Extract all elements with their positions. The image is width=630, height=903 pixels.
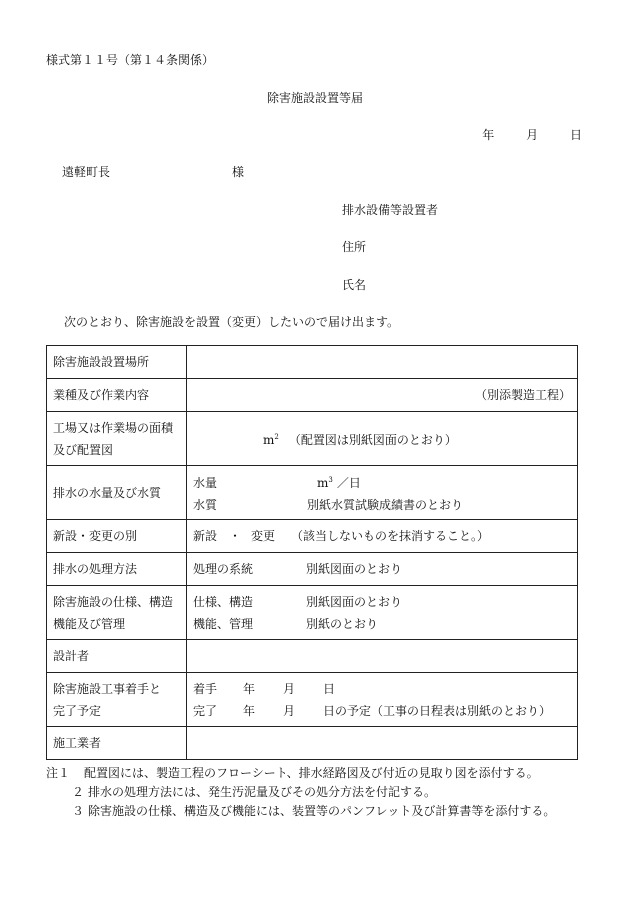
business-field[interactable]: [187, 379, 578, 412]
newchange-note: （該当しないものを抹消すること。）: [291, 529, 490, 543]
note-item: [46, 802, 555, 821]
table-row: [47, 553, 578, 586]
area-unit: m: [263, 433, 275, 447]
name-label: 氏名: [342, 278, 367, 292]
addressee: [62, 163, 244, 180]
document-title: 除害施設設置等届: [266, 91, 363, 105]
statement: 次のとおり、除害施設を設置（変更）したいので届け出ます。: [64, 315, 400, 329]
volume-label: 水量: [193, 476, 218, 490]
schedule-field[interactable]: [187, 673, 578, 727]
table-row: [47, 520, 578, 553]
table-row: [47, 412, 578, 466]
system-value: 別紙図面のとおり: [306, 562, 403, 576]
notes: [46, 764, 555, 821]
quality-value: 別紙水質試験成績書のとおり: [307, 498, 464, 512]
end-label: 完了: [193, 703, 218, 718]
table-row: [47, 640, 578, 673]
business-label: 業種及び作業内容: [47, 379, 187, 412]
date-month: 月: [526, 128, 539, 142]
start-day: 日: [323, 681, 336, 696]
area-label-line1: 工場又は作業場の面積: [53, 420, 174, 435]
table-row: [47, 586, 578, 640]
location-field[interactable]: [187, 346, 578, 379]
addressee-name: 遠軽町長: [62, 165, 111, 179]
function-label: 機能、管理: [193, 616, 254, 631]
structure-value: 別紙図面のとおり: [306, 594, 403, 609]
designer-field[interactable]: [187, 640, 578, 673]
table-row: [47, 466, 578, 520]
structure-label: 仕様、構造: [193, 594, 254, 609]
function-value: 別紙のとおり: [306, 616, 379, 631]
note-text-2: 排水の処理方法には、発生汚泥量及びその処分方法を付記する。: [88, 785, 437, 799]
table-row: [47, 727, 578, 760]
newchange-label: 新設・変更の別: [47, 520, 187, 553]
business-value: （別添製造工程）: [474, 388, 571, 402]
table-row: [47, 673, 578, 727]
quality-label: 水質: [193, 498, 218, 512]
spec-field[interactable]: [187, 586, 578, 640]
new-option[interactable]: 新設: [193, 529, 218, 543]
contractor-field[interactable]: [187, 727, 578, 760]
date-year: 年: [482, 128, 495, 142]
spec-label-line1: 除害施設の仕様、構造: [53, 594, 174, 609]
start-label: 着手: [193, 681, 218, 696]
note-num-2: ２: [71, 785, 84, 799]
table-row: [47, 346, 578, 379]
date-day: 日: [569, 128, 582, 142]
form-number: 様式第１１号（第１４条関係）: [46, 53, 215, 67]
change-option[interactable]: 変更: [251, 529, 276, 543]
treatment-label: 排水の処理方法: [47, 553, 187, 586]
contractor-label: 施工業者: [47, 727, 187, 760]
honorific: 様: [232, 165, 245, 179]
area-label: [47, 412, 187, 466]
table-row: [47, 379, 578, 412]
spec-label: [47, 586, 187, 640]
date-line: [454, 126, 582, 143]
volume-unit-sup: 3: [328, 476, 333, 484]
volume-unit: m: [317, 476, 329, 490]
schedule-label: [47, 673, 187, 727]
start-month: 月: [283, 681, 296, 696]
treatment-field[interactable]: [187, 553, 578, 586]
end-month: 月: [283, 703, 296, 718]
volume-unit-tail: ／日: [336, 476, 361, 490]
water-label: 排水の水量及び水質: [47, 466, 187, 520]
note-item: [46, 764, 555, 783]
schedule-label-line1: 除害施設工事着手と: [53, 681, 162, 696]
note-num-3: ３: [71, 804, 84, 818]
location-label: 除害施設設置場所: [47, 346, 187, 379]
applicant-role: 排水設備等設置者: [342, 203, 439, 217]
spec-label-line2: 機能及び管理: [53, 616, 126, 631]
note-item: [46, 783, 555, 802]
separator-dot: ・: [229, 529, 242, 543]
note-head: 注１: [46, 766, 71, 780]
area-unit-sup: 2: [274, 433, 279, 441]
note-text-1: 配置図には、製造工程のフローシート、排水経路図及び付近の見取り図を添付する。: [84, 766, 539, 780]
area-field[interactable]: [187, 412, 578, 466]
address-label: 住所: [342, 240, 367, 254]
system-label: 処理の系統: [193, 562, 254, 576]
start-year: 年: [243, 681, 256, 696]
designer-label: 設計者: [47, 640, 187, 673]
area-label-line2: 及び配置図: [53, 442, 114, 457]
end-year: 年: [243, 703, 256, 718]
water-field[interactable]: [187, 466, 578, 520]
schedule-label-line2: 完了予定: [53, 703, 102, 718]
end-note: 日の予定（工事の日程表は別紙のとおり）: [323, 703, 552, 718]
note-text-3: 除害施設の仕様、構造及び機能には、装置等のパンフレット及び計算書等を添付する。: [88, 804, 556, 818]
application-table: [46, 345, 578, 760]
area-note: （配置図は別紙図面のとおり）: [288, 433, 457, 447]
newchange-field[interactable]: [187, 520, 578, 553]
